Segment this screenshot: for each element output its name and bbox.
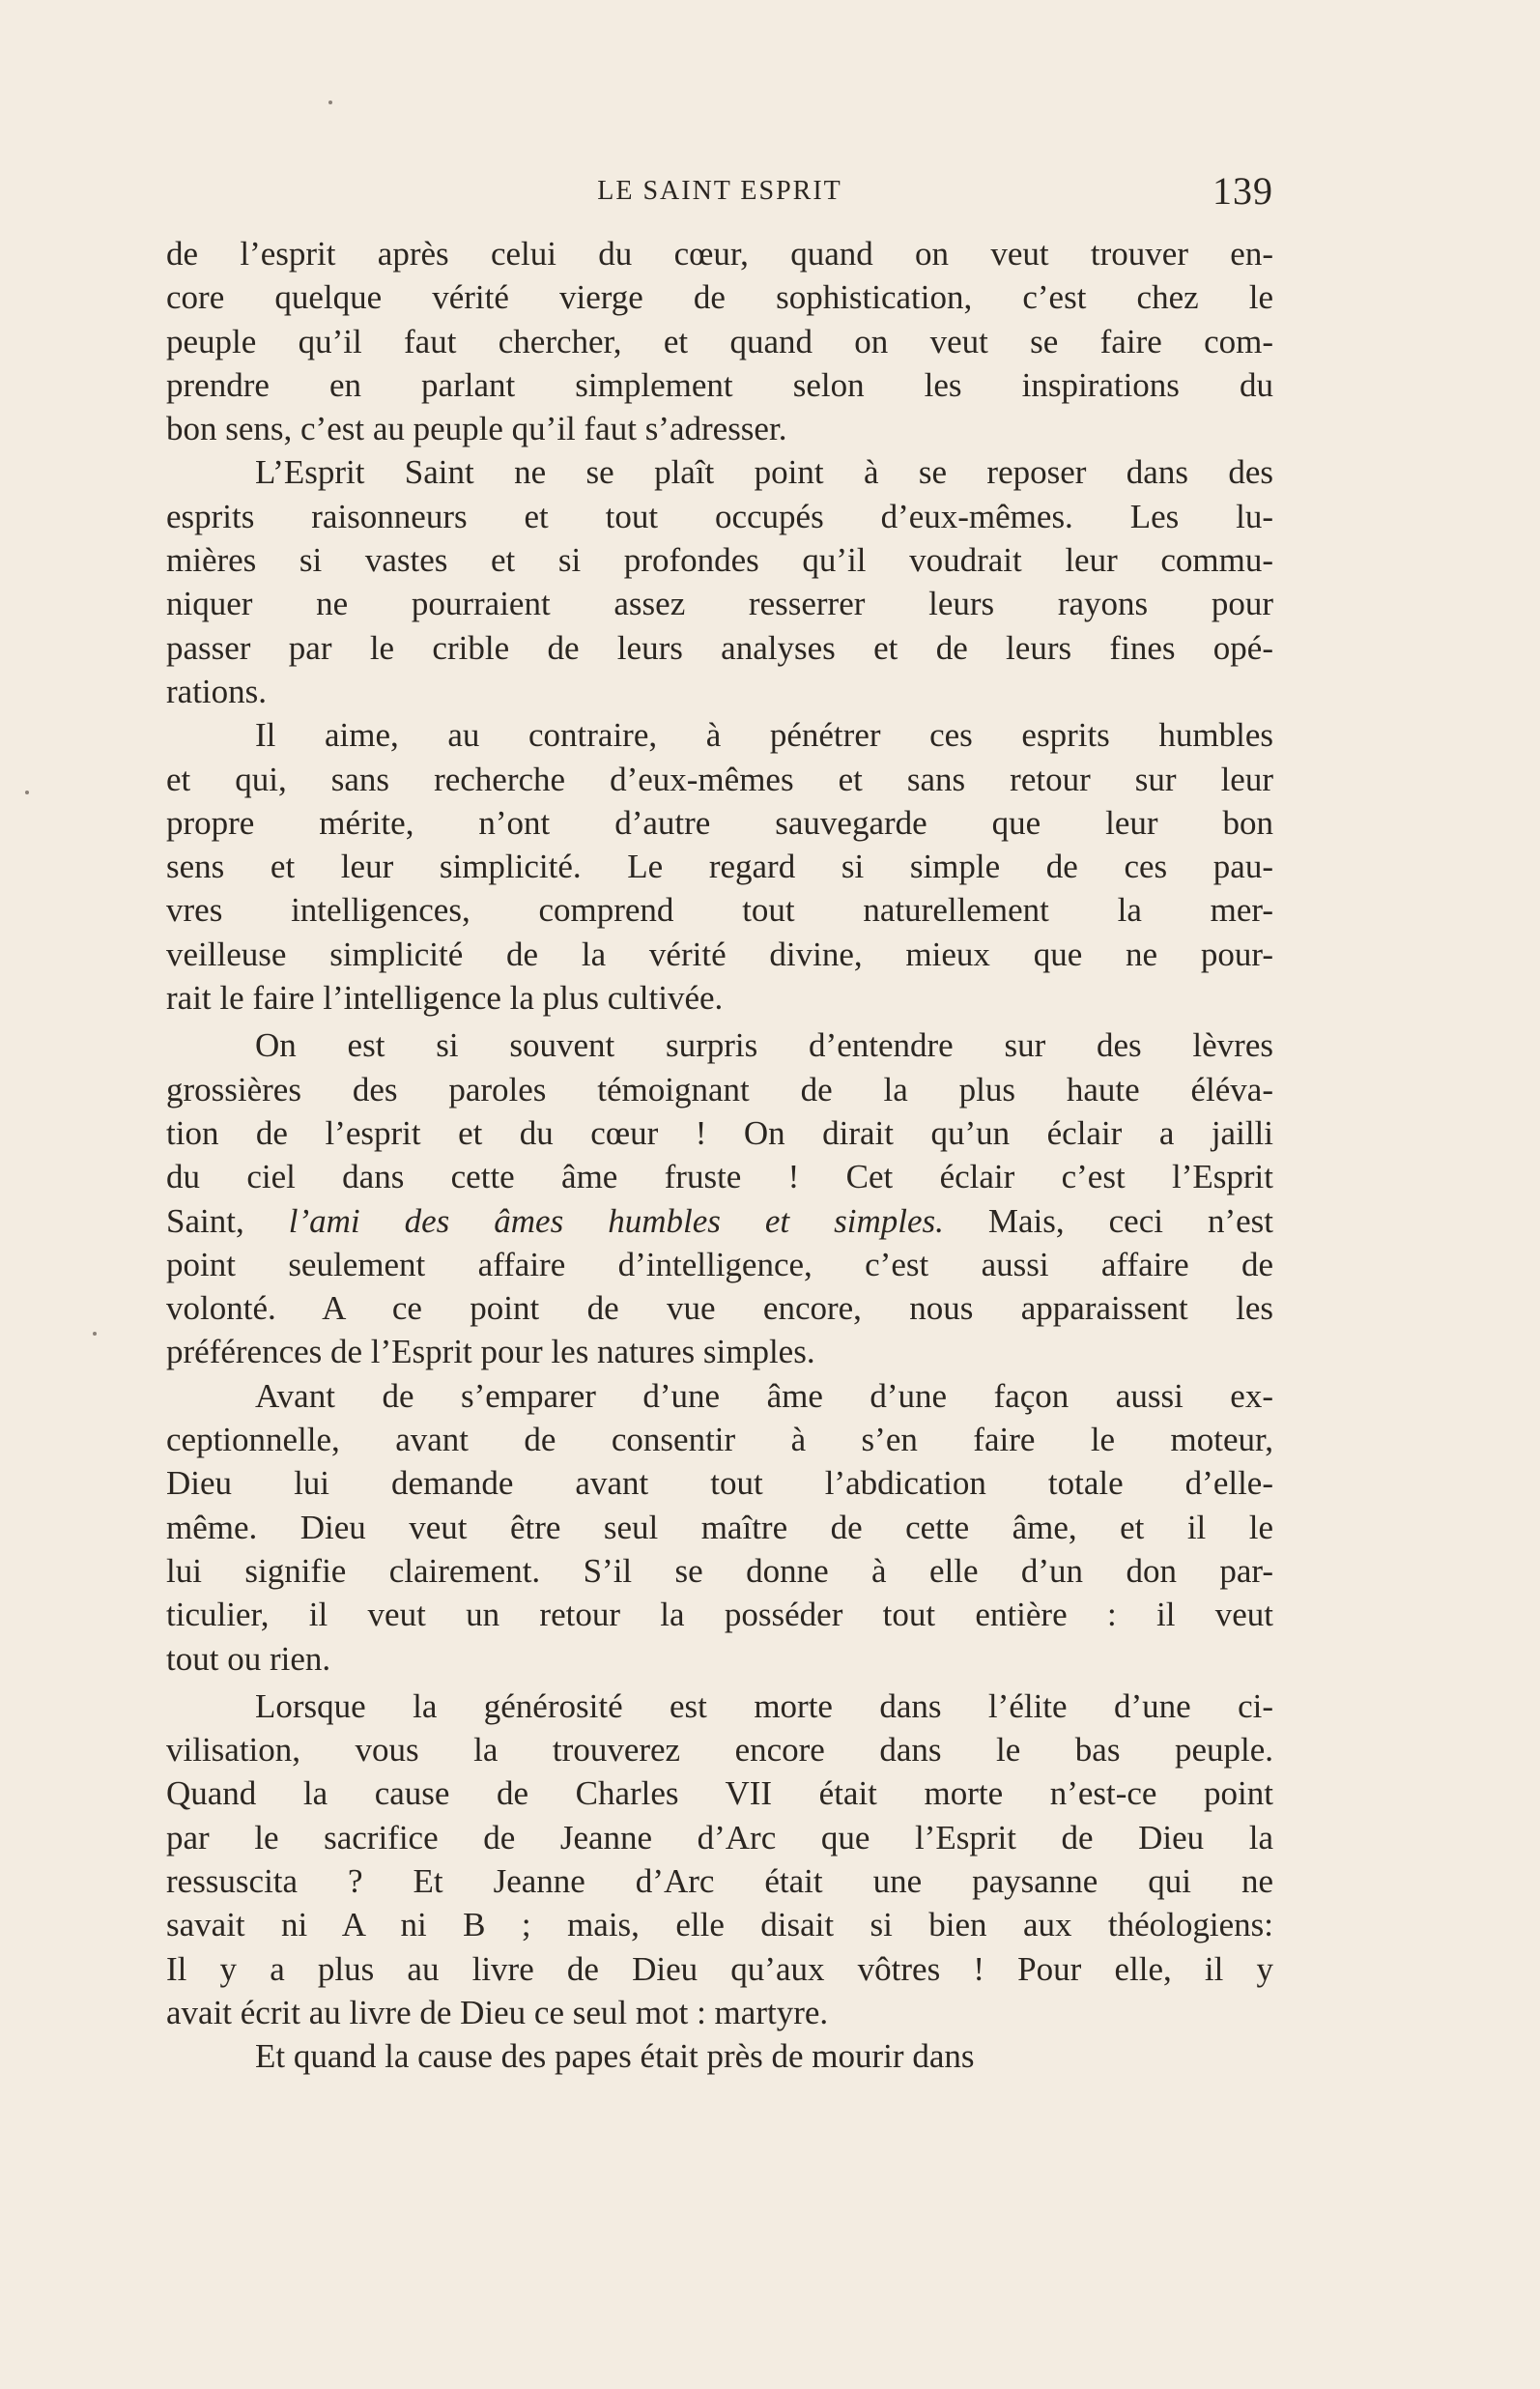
text-line: mières si vastes et si profondes qu’il voudrait leur commu- <box>166 541 1273 580</box>
text-line: Et quand la cause des papes était près de mourir dans <box>255 2037 975 2076</box>
paper-speck <box>328 101 332 104</box>
text-line: prendre en parlant simplement selon les inspirations du <box>166 365 1273 404</box>
text-line: Il y a plus au livre de Dieu qu’aux vôtres ! Pour elle, il y <box>166 1949 1273 1988</box>
text-line: de l’esprit après celui du cœur, quand on veut trouver en- <box>166 235 1273 273</box>
text-line: bon sens, c’est au peuple qu’il faut s’adresser. <box>166 410 787 448</box>
text-line-mixed <box>166 1199 1273 1243</box>
body-text <box>166 232 1273 2078</box>
text-line: vres intelligences, comprend tout naturellement la mer- <box>166 891 1273 930</box>
text-line: grossières des paroles témoignant de la plus haute éléva- <box>166 1070 1273 1108</box>
text-line: rait le faire l’intelligence la plus cultivée. <box>166 979 724 1018</box>
text-line: ressuscita ? Et Jeanne d’Arc était une paysanne qui ne <box>166 1861 1273 1900</box>
text-line: savait ni A ni B ; mais, elle disait si bien aux théologiens: <box>166 1906 1273 1944</box>
text-line: Quand la cause de Charles VII était morte n’est-ce point <box>166 1774 1273 1813</box>
text-line: veilleuse simplicité de la vérité divine, mieux que ne pour- <box>166 935 1273 973</box>
text-line: core quelque vérité vierge de sophistication, c’est chez le <box>166 278 1273 317</box>
paper-speck <box>93 1332 97 1336</box>
running-title: LE SAINT ESPRIT <box>597 176 842 206</box>
text-line: esprits raisonneurs et tout occupés d’eux-mêmes. Les lu- <box>166 497 1273 535</box>
text-line: Il aime, au contraire, à pénétrer ces esprits humbles <box>255 716 1273 755</box>
text-line: avait écrit au livre de Dieu ce seul mot : martyre. <box>166 1993 829 2031</box>
text-line: lui signifie clairement. S’il se donne à elle d’un don par- <box>166 1551 1273 1590</box>
text-line: Lorsque la générosité est morte dans l’élite d’une ci- <box>255 1686 1273 1725</box>
text-line: préférences de l’Esprit pour les natures simples. <box>166 1333 815 1371</box>
text-line: passer par le crible de leurs analyses et de leurs fines opé- <box>166 628 1273 667</box>
paper-speck <box>25 791 29 794</box>
text-line: tout ou rien. <box>166 1639 331 1678</box>
text-line: volonté. A ce point de vue encore, nous apparaissent les <box>166 1289 1273 1328</box>
text-line: ticulier, il veut un retour la posséder tout entière : il veut <box>166 1596 1273 1634</box>
running-head <box>166 169 1273 222</box>
text-line: ceptionnelle, avant de consentir à s’en faire le moteur, <box>166 1421 1273 1459</box>
text-segment: Mais, ceci n’est <box>987 1201 1274 1240</box>
text-line: point seulement affaire d’intelligence, c’est aussi affaire de <box>166 1245 1273 1283</box>
text-line: par le sacrifice de Jeanne d’Arc que l’Esprit de Dieu la <box>166 1818 1273 1857</box>
page-number: 139 <box>1212 169 1273 213</box>
text-line: niquer ne pourraient assez resserrer leurs rayons pour <box>166 585 1273 623</box>
text-line: même. Dieu veut être seul maître de cette âme, et il le <box>166 1508 1273 1546</box>
text-line: Avant de s’emparer d’une âme d’une façon aussi ex- <box>255 1376 1273 1415</box>
text-line: L’Esprit Saint ne se plaît point à se reposer dans des <box>255 453 1273 492</box>
text-line: vilisation, vous la trouverez encore dans le bas peuple. <box>166 1731 1273 1770</box>
text-line: On est si souvent surpris d’entendre sur des lèvres <box>255 1026 1273 1065</box>
text-line: peuple qu’il faut chercher, et quand on veut se faire com- <box>166 322 1273 360</box>
text-line: rations. <box>166 672 268 710</box>
text-line: propre mérite, n’ont d’autre sauvegarde que leur bon <box>166 803 1273 842</box>
text-segment: Saint, <box>166 1201 244 1240</box>
text-line: tion de l’esprit et du cœur ! On dirait qu’un éclair a jailli <box>166 1113 1273 1152</box>
text-line: Dieu lui demande avant tout l’abdication totale d’elle- <box>166 1464 1273 1503</box>
text-line: du ciel dans cette âme fruste ! Cet éclair c’est l’Esprit <box>166 1158 1273 1196</box>
italic-phrase: l’ami des âmes humbles et simples. <box>288 1201 944 1240</box>
text-line: sens et leur simplicité. Le regard si simple de ces pau- <box>166 848 1273 886</box>
text-line: et qui, sans recherche d’eux-mêmes et sans retour sur leur <box>166 760 1273 798</box>
